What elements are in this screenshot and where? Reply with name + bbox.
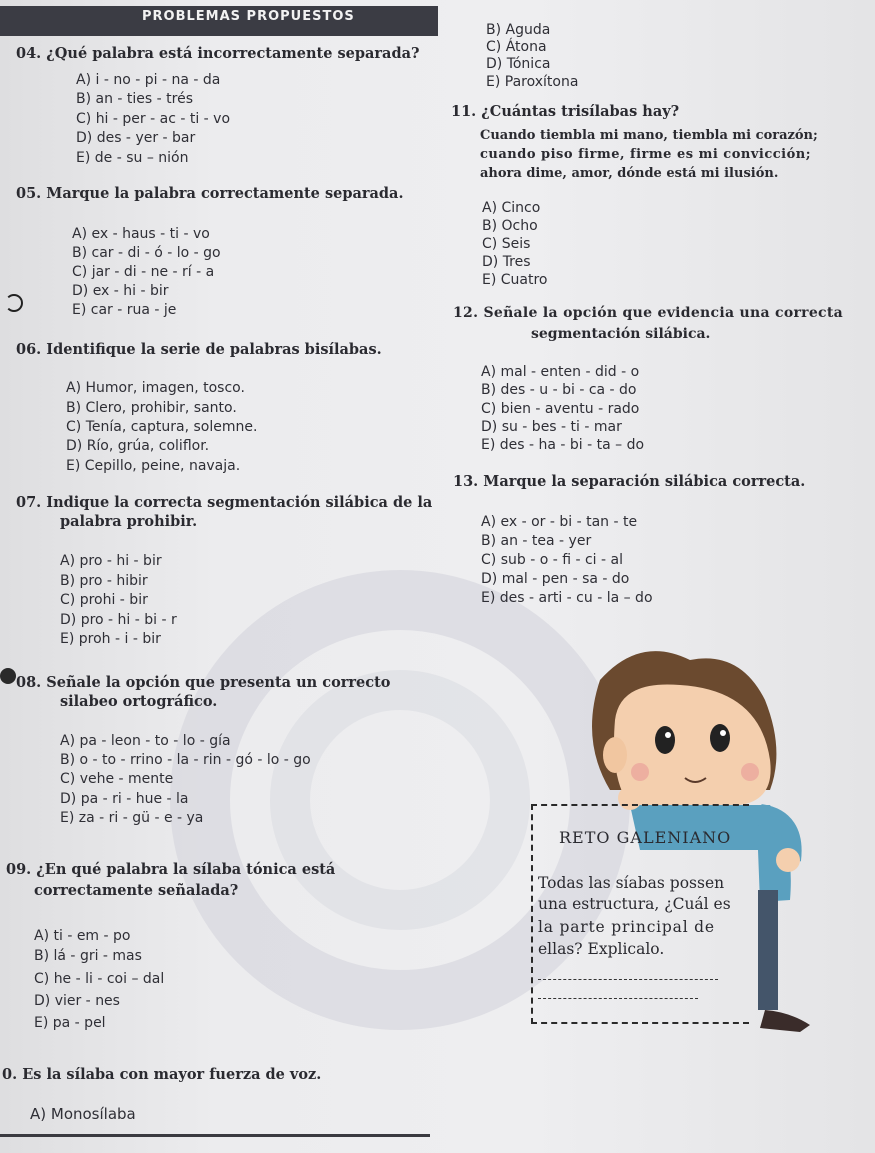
q12-heading-line2: segmentación silábica. <box>531 326 711 342</box>
q11-option-d[interactable]: D) Tres <box>482 254 531 270</box>
q07-heading-line2: palabra prohibir. <box>60 513 198 530</box>
q11-option-a[interactable]: A) Cinco <box>482 200 541 216</box>
q09-option-b[interactable]: B) lá - gri - mas <box>34 948 142 964</box>
q07-heading: 07. Indique la correcta segmentación silábica de la <box>16 494 433 511</box>
q05-option-e[interactable]: E) car - rua - je <box>72 302 177 318</box>
bullet-dot <box>0 668 16 684</box>
q10-option-d[interactable]: D) Tónica <box>486 56 551 72</box>
q05-option-b[interactable]: B) car - di - ó - lo - go <box>72 245 221 261</box>
q13-option-e[interactable]: E) des - arti - cu - la – do <box>481 590 653 606</box>
q09-heading: 09. ¿En qué palabra la sílaba tónica está <box>6 861 336 878</box>
q12-option-a[interactable]: A) mal - enten - did - o <box>481 364 640 380</box>
reto-line-2: una estructura, ¿Cuál es <box>538 895 731 913</box>
hole-punch-mark <box>5 294 23 312</box>
q13-option-b[interactable]: B) an - tea - yer <box>481 533 592 549</box>
q10-option-c[interactable]: C) Átona <box>486 39 547 55</box>
q08-option-c[interactable]: C) vehe - mente <box>60 771 174 787</box>
q04-option-b[interactable]: B) an - ties - trés <box>76 91 194 107</box>
q11-option-e[interactable]: E) Cuatro <box>482 272 548 288</box>
q06-option-a[interactable]: A) Humor, imagen, tosco. <box>66 380 245 396</box>
q06-heading: 06. Identifique la serie de palabras bisílabas. <box>16 341 382 358</box>
q12-option-c[interactable]: C) bien - aventu - rado <box>481 401 640 417</box>
q05-heading: 05. Marque la palabra correctamente separada. <box>16 185 404 202</box>
q07-option-c[interactable]: C) prohi - bir <box>60 592 148 608</box>
q06-option-d[interactable]: D) Río, grúa, coliflor. <box>66 438 210 454</box>
q08-option-a[interactable]: A) pa - leon - to - lo - gía <box>60 733 231 749</box>
reto-line-3: la parte principal de <box>538 918 715 936</box>
q05-option-d[interactable]: D) ex - hi - bir <box>72 283 169 299</box>
q04-option-d[interactable]: D) des - yer - bar <box>76 130 196 146</box>
q10-option-a[interactable]: A) Monosílaba <box>30 1105 136 1123</box>
q10-heading: 0. Es la sílaba con mayor fuerza de voz. <box>2 1066 322 1083</box>
q04-heading: 04. ¿Qué palabra está incorrectamente separada? <box>16 45 420 62</box>
q08-heading-line2: silabeo ortográfico. <box>60 693 218 710</box>
q12-heading: 12. Señale la opción que evidencia una correcta <box>453 305 844 321</box>
q11-heading: 11. ¿Cuántas trisílabas hay? <box>451 103 680 120</box>
q04-option-c[interactable]: C) hi - per - ac - ti - vo <box>76 111 231 127</box>
q09-option-a[interactable]: A) ti - em - po <box>34 928 131 944</box>
q13-heading: 13. Marque la separación silábica correcta. <box>453 473 806 490</box>
q11-poem-line2: cuando piso firme, firme es mi convicción; <box>480 147 812 162</box>
q07-option-a[interactable]: A) pro - hi - bir <box>60 553 162 569</box>
q05-option-a[interactable]: A) ex - haus - ti - vo <box>72 226 210 242</box>
q13-option-a[interactable]: A) ex - or - bi - tan - te <box>481 514 638 530</box>
bottom-divider <box>0 1134 430 1137</box>
q07-option-e[interactable]: E) proh - i - bir <box>60 631 161 647</box>
answer-line-1[interactable] <box>538 979 718 980</box>
q12-option-b[interactable]: B) des - u - bi - ca - do <box>481 382 637 398</box>
q09-option-e[interactable]: E) pa - pel <box>34 1015 106 1031</box>
q07-option-b[interactable]: B) pro - hibir <box>60 573 148 589</box>
q12-option-d[interactable]: D) su - bes - ti - mar <box>481 419 622 435</box>
q04-option-e[interactable]: E) de - su – nión <box>76 150 189 166</box>
q11-poem-line3: ahora dime, amor, dónde está mi ilusión. <box>480 166 779 181</box>
q08-heading: 08. Señale la opción que presenta un correcto <box>16 674 391 691</box>
q10-option-b[interactable]: B) Aguda <box>486 22 551 38</box>
q09-heading-line2: correctamente señalada? <box>34 882 239 899</box>
reto-title: RETO GALENIANO <box>559 828 732 847</box>
q06-option-e[interactable]: E) Cepillo, peine, navaja. <box>66 458 241 474</box>
q11-option-c[interactable]: C) Seis <box>482 236 531 252</box>
q08-option-b[interactable]: B) o - to - rrino - la - rin - gó - lo - go <box>60 752 311 768</box>
q09-option-d[interactable]: D) vier - nes <box>34 993 120 1009</box>
q10-option-e[interactable]: E) Paroxítona <box>486 74 579 90</box>
q04-option-a[interactable]: A) i - no - pi - na - da <box>76 72 221 88</box>
q09-option-c[interactable]: C) he - li - coi – dal <box>34 971 165 987</box>
reto-line-4: ellas? Explicalo. <box>538 940 665 958</box>
q11-poem-line1: Cuando tiembla mi mano, tiembla mi corazón; <box>480 128 818 143</box>
q12-option-e[interactable]: E) des - ha - bi - ta – do <box>481 437 645 453</box>
q08-option-e[interactable]: E) za - ri - gü - e - ya <box>60 810 204 826</box>
q05-option-c[interactable]: C) jar - di - ne - rí - a <box>72 264 215 280</box>
q08-option-d[interactable]: D) pa - ri - hue - la <box>60 791 189 807</box>
answer-line-2[interactable] <box>538 998 698 999</box>
q06-option-c[interactable]: C) Tenía, captura, solemne. <box>66 419 258 435</box>
q07-option-d[interactable]: D) pro - hi - bi - r <box>60 612 177 628</box>
reto-line-1: Todas las síabas possen <box>538 874 725 892</box>
q13-option-c[interactable]: C) sub - o - fi - ci - al <box>481 552 623 568</box>
banner-title: PROBLEMAS PROPUESTOS <box>0 6 438 36</box>
q11-option-b[interactable]: B) Ocho <box>482 218 538 234</box>
q06-option-b[interactable]: B) Clero, prohibir, santo. <box>66 400 237 416</box>
q13-option-d[interactable]: D) mal - pen - sa - do <box>481 571 630 587</box>
